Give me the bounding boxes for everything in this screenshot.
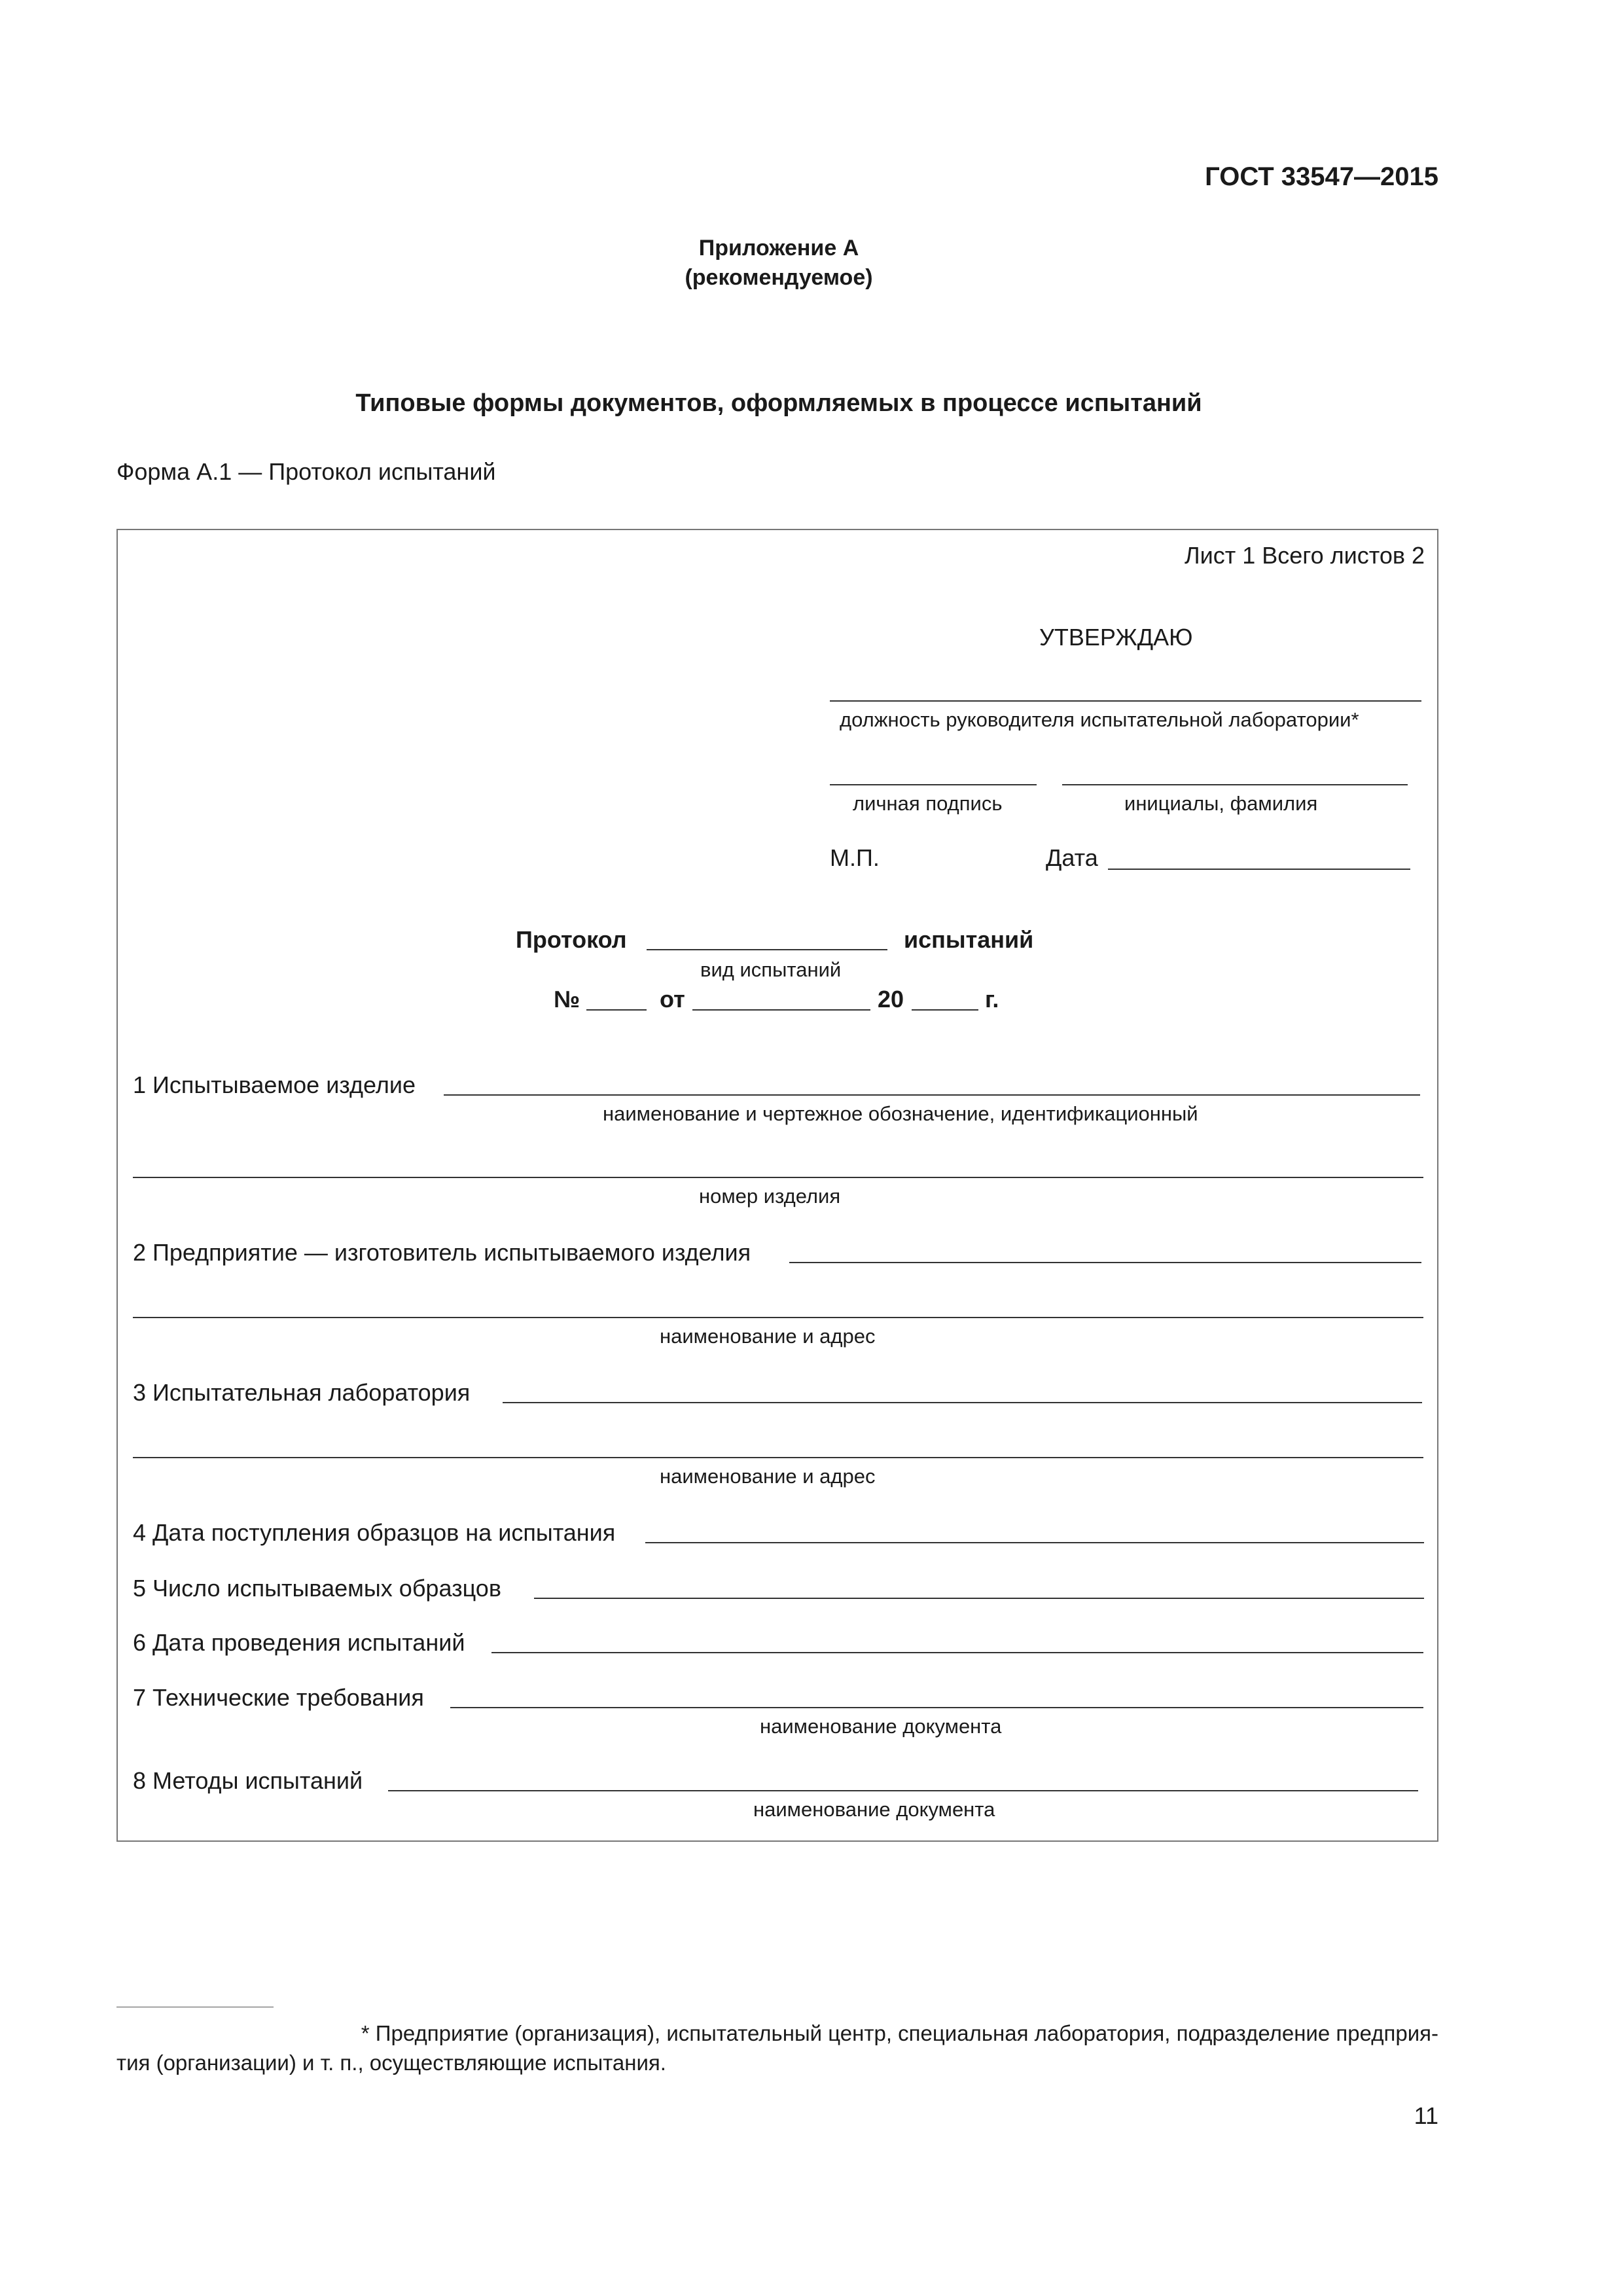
item-2-line-2[interactable] [133,1317,1423,1318]
date-day-line[interactable] [692,1009,870,1011]
item-1-label: 1 Испытываемое изделие [133,1071,416,1098]
name-line[interactable] [1062,784,1408,785]
year-line[interactable] [912,1009,978,1011]
number-line[interactable] [586,1009,647,1011]
standard-number: ГОСТ 33547—2015 [1205,162,1438,191]
approve-heading: УТВЕРЖДАЮ [1039,624,1193,651]
signature-line[interactable] [830,784,1037,785]
item-7-caption: наименование документа [760,1715,1002,1738]
item-7-label: 7 Технические требования [133,1684,424,1711]
item-8-label: 8 Методы испытаний [133,1767,363,1794]
item-3-line[interactable] [503,1402,1422,1403]
number-sign: № [554,986,580,1013]
test-type-caption: вид испытаний [700,958,842,981]
item-6-line[interactable] [491,1652,1423,1653]
main-title: Типовые формы документов, оформляемых в процессе испытаний [355,389,1202,417]
seal-label: М.П. [830,844,880,871]
item-8-line[interactable] [388,1790,1418,1791]
item-4-line[interactable] [645,1542,1424,1543]
footnote-line-2: тия (организации) и т. п., осуществляющие испытания. [116,2051,666,2075]
footnote-line-1: * Предприятие (организация), испытательный центр, специальная лаборатория, подразделение предприя- [361,2021,1438,2045]
item-1-caption-2: номер изделия [699,1185,841,1208]
page-number: 11 [1414,2102,1438,2129]
item-8-caption: наименование документа [753,1798,995,1821]
signature-caption: личная подпись [853,792,1003,815]
protocol-word: Протокол [516,926,627,953]
item-7-line[interactable] [450,1707,1423,1708]
item-3-caption: наименование и адрес [660,1465,876,1488]
item-1-line[interactable] [444,1094,1420,1096]
name-caption: инициалы, фамилия [1124,792,1318,815]
sheet-info: Лист 1 Всего листов 2 [1184,542,1425,569]
item-3-line-2[interactable] [133,1457,1423,1458]
from-word: от [660,986,685,1013]
item-1-caption: наименование и чертежное обозначение, идентификационный [603,1102,1198,1125]
item-2-line[interactable] [789,1262,1421,1263]
item-3-label: 3 Испытательная лаборатория [133,1379,471,1406]
item-2-label: 2 Предприятие — изготовитель испытываемого изделия [133,1239,751,1266]
item-1-line-2[interactable] [133,1177,1423,1178]
date-label: Дата [1046,844,1098,871]
item-5-line[interactable] [534,1598,1424,1599]
position-line[interactable] [830,700,1421,702]
test-type-line[interactable] [647,949,887,950]
tests-word: испытаний [904,926,1034,953]
position-caption: должность руководителя испытательной лаборатории* [840,708,1359,731]
item-5-label: 5 Число испытываемых образцов [133,1575,501,1602]
item-6-label: 6 Дата проведения испытаний [133,1629,465,1656]
form-caption: Форма А.1 — Протокол испытаний [116,458,496,485]
year-suffix: г. [985,986,999,1013]
year-prefix: 20 [878,986,904,1013]
item-4-label: 4 Дата поступления образцов на испытания [133,1519,616,1546]
appendix-title: Приложение А [698,236,859,260]
appendix-note: (рекомендуемое) [685,265,873,290]
date-line[interactable] [1108,869,1410,870]
item-2-caption: наименование и адрес [660,1325,876,1348]
